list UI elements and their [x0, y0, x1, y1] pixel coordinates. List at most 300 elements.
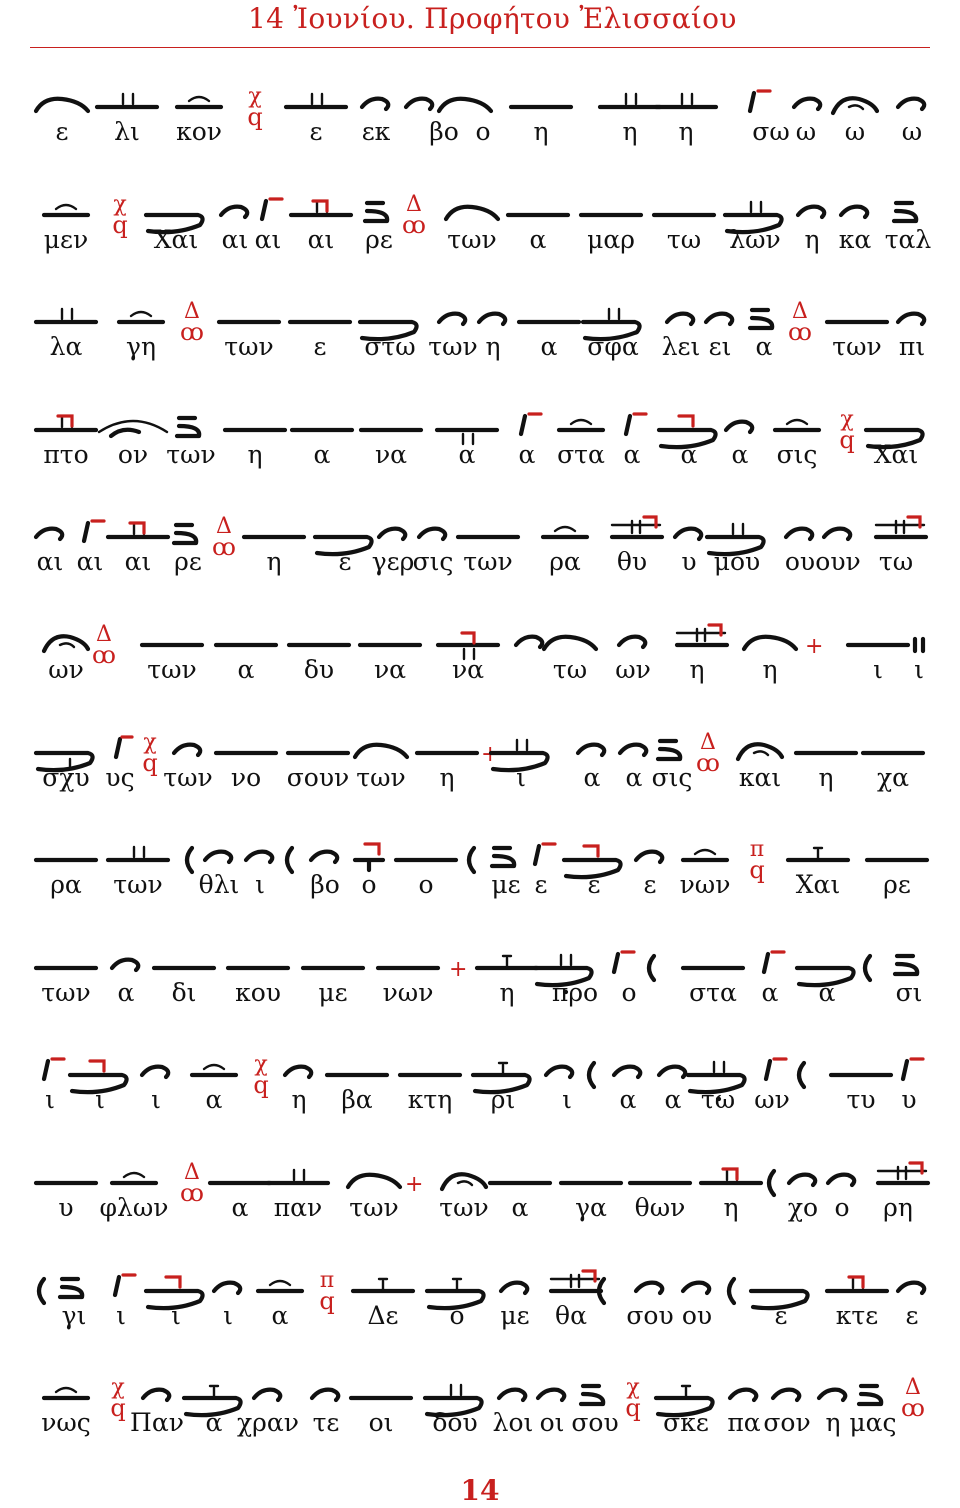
- syllable: ε: [774, 1300, 788, 1330]
- neume-ek: [878, 1163, 928, 1183]
- martyria-sign: [103, 1375, 133, 1423]
- syllable: η: [439, 762, 455, 792]
- syllable: αι: [76, 547, 104, 577]
- syllable: α: [619, 1085, 637, 1115]
- syllable: δι: [171, 977, 197, 1007]
- syllable: γη: [126, 332, 156, 362]
- syllable: α: [529, 224, 547, 254]
- martyria-sign-icon: q: [319, 1286, 335, 1315]
- syllable: των: [428, 332, 478, 362]
- martyria-sign-icon: q: [247, 103, 263, 131]
- neume-ol2: [268, 1170, 328, 1183]
- neume-ap: [285, 1067, 311, 1077]
- syllable: α: [458, 439, 476, 469]
- neume-row: [0, 1269, 960, 1319]
- syllable: γι: [61, 1300, 87, 1330]
- syllable: ι: [516, 762, 526, 792]
- syllable: στω: [364, 332, 416, 362]
- syllable: ει: [708, 332, 732, 362]
- neume-ap: [794, 99, 820, 109]
- syllable: α: [231, 1193, 249, 1222]
- syllable: η: [499, 977, 515, 1007]
- syllable: ο: [621, 977, 637, 1007]
- syllable: με: [500, 1300, 530, 1330]
- syllable: ων: [615, 655, 651, 684]
- neume-kl: [348, 1175, 400, 1187]
- neume-row: [0, 1053, 960, 1103]
- martyria-sign-icon: ꚙ: [212, 533, 236, 562]
- syllable: χο: [787, 1193, 819, 1222]
- neume-ap: [819, 1390, 845, 1400]
- syllable: σις: [776, 439, 818, 469]
- syllable: ι: [562, 1085, 572, 1115]
- neume-ks: [262, 199, 282, 219]
- neume-kd: [192, 1065, 236, 1075]
- syllable: στα: [689, 977, 737, 1007]
- syllable: κον: [176, 117, 222, 146]
- syllable: α: [205, 1085, 223, 1115]
- syllable: Χαι: [153, 224, 199, 254]
- neume-ks: [84, 521, 104, 541]
- page-header: [0, 0, 960, 52]
- neume-kl: [439, 99, 491, 111]
- martyria-sign-icon: q: [625, 1394, 641, 1423]
- neume-ap: [773, 1390, 799, 1400]
- neume-plus: [449, 957, 467, 982]
- neume-ek: [677, 625, 727, 645]
- syllable: κτη: [407, 1085, 453, 1115]
- syllable: α: [237, 655, 255, 684]
- neume-ol2k: [36, 416, 96, 430]
- martyria-letter: π: [749, 837, 765, 863]
- martyria-sign: [742, 837, 772, 885]
- neume-pi: [287, 848, 292, 872]
- neume-plus: [405, 1172, 423, 1197]
- neume-ap: [516, 637, 542, 647]
- neume-ap: [578, 744, 604, 754]
- syllable: αι: [124, 547, 152, 577]
- neume-kl: [544, 637, 596, 649]
- neume-pi: [769, 1171, 774, 1195]
- syllable: α: [511, 1193, 529, 1222]
- neume-pi: [469, 848, 474, 872]
- syllable: ω: [844, 117, 866, 146]
- neume-pi: [39, 1279, 44, 1303]
- syllable: νων: [382, 977, 434, 1007]
- neume-ks2: [365, 203, 387, 221]
- neume-pi: [799, 1063, 804, 1087]
- neume-kd: [543, 527, 587, 537]
- martyria-sign: [89, 622, 119, 669]
- martyria-sign: [135, 729, 165, 777]
- syllable: ε: [309, 117, 323, 146]
- neume-ap: [614, 1067, 640, 1077]
- syllable: α: [680, 439, 698, 469]
- neume-ap: [620, 744, 646, 754]
- syllable: στα: [557, 439, 605, 469]
- syllable: α: [818, 977, 836, 1007]
- martyria-letter: χ: [113, 191, 127, 217]
- neume-ap: [312, 1390, 338, 1400]
- neume-ks2: [177, 418, 199, 436]
- syllable: των: [166, 439, 216, 469]
- syllable: τω: [666, 224, 702, 254]
- syllable: ι: [223, 1300, 233, 1330]
- neume-ap: [841, 206, 867, 216]
- syllable: τε: [312, 1408, 340, 1438]
- neume-ol2: [36, 309, 96, 322]
- syllable: των: [463, 547, 513, 577]
- syllable: Παν: [130, 1408, 184, 1438]
- neume-bg: [44, 636, 88, 651]
- neume-ap: [205, 852, 231, 862]
- neume-kl: [355, 744, 407, 756]
- neume-ks: [614, 952, 634, 972]
- neume-ap: [730, 1390, 756, 1400]
- syllable: πι: [898, 332, 926, 362]
- neume-pi: [187, 848, 192, 872]
- syllable: λα: [49, 332, 83, 362]
- syllable: σκε: [663, 1408, 709, 1438]
- martyria-sign: [618, 1375, 648, 1423]
- syllable: τω: [552, 655, 588, 684]
- neume-ap: [362, 99, 388, 109]
- martyria-letter: χ: [111, 1375, 125, 1401]
- syllable: α: [761, 977, 779, 1007]
- syllable: θυ: [616, 547, 648, 577]
- neume-pi: [729, 1279, 734, 1303]
- syllable: ων: [754, 1085, 790, 1115]
- chant-line: [0, 515, 960, 622]
- martyria-sign-icon: q: [110, 1394, 126, 1423]
- syllable: η: [291, 1085, 307, 1115]
- neume-kl: [744, 637, 796, 649]
- martyria-letter: χ: [840, 406, 854, 432]
- neume-ap: [636, 1282, 662, 1292]
- syllable: ω: [901, 117, 923, 146]
- syllable: α: [540, 332, 558, 362]
- syllable: Δε: [367, 1300, 399, 1330]
- martyria-letter: π: [319, 1267, 335, 1293]
- martyria-letter: Δ: [700, 729, 716, 755]
- neume-q1: [116, 737, 132, 757]
- martyria-sign-icon: q: [142, 748, 158, 777]
- syllable: θα: [555, 1300, 587, 1330]
- syllable: ρε: [883, 870, 911, 900]
- neume-ek: [876, 517, 926, 537]
- neume-ap: [406, 99, 432, 109]
- neume-ap: [479, 314, 505, 324]
- chant-line: [0, 623, 960, 730]
- syllable: ρα: [50, 870, 82, 900]
- syllable: η: [266, 547, 282, 577]
- syllable: η: [689, 655, 705, 684]
- syllable: των: [447, 224, 497, 254]
- neume-ol1: [353, 1279, 413, 1291]
- neume-ap: [142, 1067, 168, 1077]
- neume-kd: [44, 1388, 88, 1398]
- neume-ap: [898, 99, 924, 109]
- neume-ek: [551, 1271, 601, 1291]
- syllable: σι: [895, 977, 923, 1007]
- neume-ap: [828, 1175, 854, 1185]
- syllable: αι: [307, 224, 335, 254]
- syllable: α: [583, 762, 601, 792]
- syllable: δυ: [303, 655, 335, 684]
- syllable: ουν: [815, 547, 861, 577]
- syllable: λι: [114, 117, 140, 146]
- neume-ap: [419, 529, 445, 539]
- martyria-sign-icon: ꚙ: [180, 318, 204, 347]
- neume-ap: [706, 314, 732, 324]
- syllable: πτο: [43, 439, 89, 469]
- syllable: κα: [838, 224, 872, 254]
- syllable: φλων: [99, 1193, 169, 1222]
- syllable: ρα: [549, 547, 581, 577]
- neume-ap: [636, 852, 662, 862]
- syllable: γα: [575, 1193, 607, 1222]
- neume-ap: [683, 1282, 709, 1292]
- syllable: η: [818, 762, 834, 792]
- neume-ks: [903, 1059, 923, 1079]
- syllable: τω: [878, 547, 914, 577]
- neume-kd: [775, 420, 819, 430]
- neume-ap: [898, 1282, 924, 1292]
- syllable: προ: [551, 977, 599, 1007]
- syllable: ι: [873, 655, 883, 684]
- martyria-sign: [177, 1160, 207, 1207]
- syllable: σχυ: [42, 762, 90, 792]
- neume-kd: [177, 97, 221, 107]
- syllable: των: [163, 762, 213, 792]
- syllable: ι: [171, 1300, 181, 1330]
- syllable: η: [678, 117, 694, 146]
- syllable: α: [664, 1085, 682, 1115]
- martyria-sign-icon: q: [749, 856, 765, 885]
- neume-pi: [589, 1063, 594, 1087]
- syllable: οι: [368, 1408, 394, 1438]
- syllable: νο: [230, 762, 262, 792]
- syllable: ου: [784, 547, 816, 577]
- neume-ks2: [859, 1386, 881, 1404]
- neume-ap: [499, 1390, 525, 1400]
- syllable: η: [804, 224, 820, 254]
- neume-ap: [246, 852, 272, 862]
- neume-kd: [119, 312, 163, 322]
- neume-ks: [535, 844, 555, 864]
- syllable: α: [205, 1408, 223, 1438]
- syllable: υς: [105, 762, 135, 792]
- syllable: ε: [534, 870, 548, 900]
- plus-sign-icon: +: [405, 1172, 424, 1197]
- syllable: α: [271, 1300, 289, 1330]
- martyria-letter: Δ: [792, 299, 808, 325]
- plus-sign-icon: +: [805, 634, 824, 659]
- martyria-sign-icon: ꚙ: [901, 1394, 925, 1423]
- chant-line: [0, 1161, 960, 1268]
- syllable: λει: [661, 332, 701, 362]
- page-title: 14 Ἰουνίου. Προφήτου Ἐλισσαίου: [248, 2, 737, 35]
- neume-pi: [865, 956, 870, 980]
- syllable: αι: [221, 224, 249, 254]
- neume-ap: [501, 1282, 527, 1292]
- neume-ap: [619, 637, 645, 647]
- syllable: και: [738, 762, 782, 792]
- syllable: ο: [449, 1300, 465, 1330]
- martyria-sign: [105, 191, 135, 239]
- neume-kd: [559, 420, 603, 430]
- syllable: ε: [55, 117, 69, 146]
- neume-kd: [258, 1281, 302, 1291]
- neume-ap: [659, 1067, 685, 1077]
- syllable: τυ: [846, 1085, 876, 1115]
- syllable: νων: [679, 870, 731, 900]
- syllable: ι: [116, 1300, 126, 1330]
- neume-row: [0, 946, 960, 996]
- syllable: η: [622, 117, 638, 146]
- syllable: αι: [254, 224, 282, 254]
- neume-ol2: [286, 94, 346, 107]
- syllable: ον: [117, 439, 149, 469]
- neume-ol1: [788, 848, 848, 860]
- neume-bg: [738, 744, 782, 759]
- syllable: ε: [905, 1300, 919, 1330]
- syllable: ε: [338, 547, 352, 577]
- syllable: υ: [901, 1085, 917, 1115]
- martyria-sign: [312, 1267, 342, 1315]
- neume-ol1: [477, 956, 537, 968]
- martyria-letter: Δ: [905, 1375, 921, 1401]
- neume-ap: [675, 529, 701, 539]
- neume-ks2: [60, 1279, 82, 1297]
- martyria-sign-icon: ꚙ: [402, 210, 426, 239]
- syllable: γερ: [371, 547, 415, 577]
- syllable: μαρ: [587, 224, 635, 254]
- page-number: 14: [460, 1474, 500, 1507]
- syllable: τω: [700, 1085, 736, 1115]
- syllable: α: [731, 439, 749, 469]
- neume-kd: [112, 1173, 156, 1183]
- neume-bg: [833, 98, 877, 113]
- syllable: η: [485, 332, 501, 362]
- neume-bg: [442, 1174, 486, 1189]
- neume-ol2: [600, 94, 660, 107]
- neume-ks2: [750, 310, 772, 328]
- martyria-sign: [832, 406, 862, 454]
- martyria-sign-icon: ꚙ: [92, 641, 116, 669]
- martyria-sign-icon: q: [112, 210, 128, 239]
- martyria-sign: [209, 514, 239, 562]
- martyria-sign: [693, 729, 723, 777]
- neume-ap: [789, 1175, 815, 1185]
- martyria-sign-icon: ꚙ: [696, 748, 720, 777]
- syllable: οι: [539, 1408, 565, 1438]
- syllable: Χαι: [795, 870, 841, 900]
- chant-line: [0, 408, 960, 515]
- neume-ol2k: [291, 201, 351, 215]
- neume-pi: [649, 956, 654, 980]
- syllable: η: [533, 117, 549, 146]
- syllable: θων: [634, 1193, 686, 1222]
- neume-ap: [667, 314, 693, 324]
- syllable: κτε: [835, 1300, 879, 1330]
- syllable: υ: [58, 1193, 74, 1222]
- martyria-sign: [246, 1052, 276, 1100]
- plus-sign-icon: +: [449, 956, 468, 982]
- syllable: νως: [41, 1408, 91, 1438]
- chant-line: [0, 838, 960, 945]
- chant-line: [0, 193, 960, 300]
- chant-line: [0, 1269, 960, 1376]
- syllable: με: [491, 870, 521, 900]
- neume-ap: [143, 1390, 169, 1400]
- syllable: σου: [626, 1300, 674, 1330]
- syllable: λοι: [492, 1408, 534, 1438]
- syllable: η: [247, 439, 263, 469]
- neume-ap: [786, 529, 812, 539]
- syllable: με: [318, 977, 348, 1007]
- syllable: να: [373, 655, 407, 684]
- neume-ks: [44, 1059, 64, 1079]
- martyria-sign: [785, 299, 815, 347]
- syllable: ι: [255, 870, 265, 900]
- syllable: πα: [727, 1408, 761, 1438]
- martyria-sign: [240, 84, 270, 131]
- neume-arc: [99, 421, 167, 436]
- martyria-letter: χ: [143, 729, 157, 755]
- neume-ks2: [658, 741, 680, 759]
- martyria-letter: χ: [248, 84, 262, 109]
- syllable: ρε: [174, 547, 202, 577]
- neume-ks: [626, 414, 646, 434]
- chant-line: [0, 1053, 960, 1160]
- chant-line: [0, 731, 960, 838]
- neume-ap: [546, 1067, 572, 1077]
- neume-kd: [683, 850, 727, 860]
- martyria-letter: χ: [626, 1375, 640, 1401]
- neume-ap: [439, 314, 465, 324]
- neume-ap: [898, 314, 924, 324]
- syllable: βα: [341, 1085, 373, 1115]
- syllable: σου: [571, 1408, 619, 1438]
- martyria-sign: [399, 191, 429, 239]
- neume-ol2: [108, 847, 168, 860]
- syllable: σφα: [587, 332, 639, 362]
- syllable: ι: [95, 1085, 105, 1115]
- syllable: α: [625, 762, 643, 792]
- martyria-sign-icon: q: [253, 1071, 269, 1100]
- neume-ks2: [174, 525, 196, 543]
- martyria-letter: Δ: [184, 299, 200, 325]
- syllable: ο: [418, 870, 434, 900]
- neume-ol2k: [701, 1169, 761, 1183]
- neume-ap: [254, 1390, 280, 1400]
- martyria-sign: [898, 1375, 928, 1423]
- neume-ks3: [355, 844, 383, 870]
- syllable: θλι: [198, 870, 240, 900]
- syllable: να: [451, 655, 485, 684]
- syllable: ρη: [883, 1193, 913, 1222]
- syllable: ο: [834, 1193, 850, 1222]
- neume-ks: [115, 1275, 135, 1295]
- neume-plus: [805, 634, 823, 659]
- syllable: ι: [151, 1085, 161, 1115]
- syllable: ε: [313, 332, 327, 362]
- neume-ks2: [894, 203, 916, 221]
- syllable: των: [113, 870, 163, 900]
- syllable: ο: [475, 117, 491, 146]
- martyria-sign-icon: ꚙ: [180, 1179, 204, 1207]
